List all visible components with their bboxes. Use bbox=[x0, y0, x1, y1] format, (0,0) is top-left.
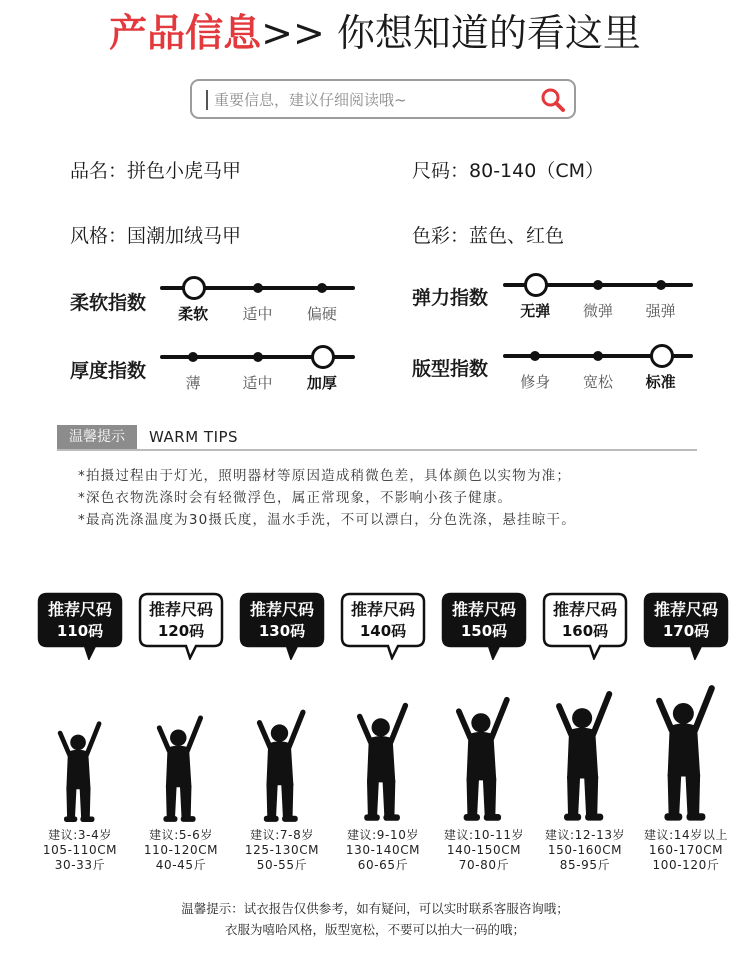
info-style bbox=[70, 223, 241, 249]
bubble-size-code: 150码 bbox=[460, 622, 508, 640]
scale-option-label: 宽松 bbox=[582, 373, 613, 391]
bubble-size-code: 120码 bbox=[157, 622, 205, 640]
fit-label: 版型指数 bbox=[412, 358, 489, 380]
note-line-2: 衣服为嘻哈风格，版型宽松，不要可以拍大一码的哦； bbox=[224, 922, 525, 937]
scale-marker-selected bbox=[650, 344, 674, 368]
elasticity-scale bbox=[503, 272, 693, 320]
child-silhouette-icon bbox=[57, 719, 104, 824]
size-height: 110-120CM bbox=[143, 843, 219, 857]
scale-option-label: 强弹 bbox=[645, 302, 676, 320]
child-silhouette-icon bbox=[455, 694, 513, 824]
bubble-title: 推荐尺码 bbox=[350, 600, 415, 619]
title-accent: 产品信息 bbox=[109, 11, 262, 55]
search-bar[interactable] bbox=[190, 79, 576, 119]
tip-line: *最高洗涤温度为30摄氏度，温水手洗，不可以漂白，分色洗涤，悬挂晾干。 bbox=[78, 512, 576, 528]
size-weight: 70-80斤 bbox=[458, 858, 510, 872]
scale-marker-selected bbox=[182, 276, 206, 300]
search-input[interactable] bbox=[214, 86, 524, 114]
scale-option-label: 修身 bbox=[520, 373, 551, 391]
bubble-title: 推荐尺码 bbox=[451, 600, 516, 619]
size-info bbox=[535, 828, 635, 873]
size-weight: 40-45斤 bbox=[155, 858, 207, 872]
scale-option-label: 微弹 bbox=[582, 302, 613, 320]
size-bubble bbox=[138, 592, 224, 660]
size-weight: 60-65斤 bbox=[357, 858, 409, 872]
search-icon[interactable] bbox=[540, 87, 566, 113]
size-bubble bbox=[643, 592, 729, 660]
softness-scale bbox=[160, 275, 355, 323]
search-caret bbox=[206, 90, 208, 110]
scale-option-label: 柔软 bbox=[178, 305, 209, 323]
scale-marker bbox=[317, 283, 327, 293]
size-weight: 30-33斤 bbox=[54, 858, 106, 872]
scale-option-label: 适中 bbox=[242, 374, 273, 392]
info-name-value: 拼色小虎马甲 bbox=[127, 160, 242, 182]
info-color-label: 色彩： bbox=[412, 225, 470, 247]
info-style-label: 风格： bbox=[70, 225, 128, 247]
info-style-value: 国潮加绒马甲 bbox=[127, 225, 242, 247]
child-silhouette-icon bbox=[555, 688, 615, 824]
softness-label: 柔软指数 bbox=[70, 292, 147, 314]
size-bubble bbox=[37, 592, 123, 660]
info-color-value: 蓝色、红色 bbox=[469, 225, 565, 247]
size-info bbox=[434, 828, 534, 873]
info-size-label: 尺码： bbox=[412, 160, 470, 182]
size-height: 140-150CM bbox=[446, 843, 522, 857]
size-height: 130-140CM bbox=[345, 843, 421, 857]
scale-option-label: 薄 bbox=[185, 374, 201, 392]
scale-marker bbox=[530, 351, 540, 361]
scale-marker bbox=[593, 351, 603, 361]
bubble-size-code: 170码 bbox=[662, 622, 710, 640]
size-height: 105-110CM bbox=[42, 843, 118, 857]
size-height: 160-170CM bbox=[648, 843, 724, 857]
size-info bbox=[636, 828, 736, 873]
bubble-title: 推荐尺码 bbox=[653, 600, 718, 619]
scale-marker bbox=[188, 352, 198, 362]
info-name bbox=[70, 158, 241, 184]
bubble-size-code: 160码 bbox=[561, 622, 609, 640]
child-silhouette-icon bbox=[655, 682, 718, 824]
info-color bbox=[412, 223, 564, 249]
size-height: 150-160CM bbox=[547, 843, 623, 857]
size-age: 建议:10-11岁 bbox=[443, 828, 525, 842]
info-size-value: 80-140（CM） bbox=[469, 160, 604, 182]
bubble-title: 推荐尺码 bbox=[47, 600, 112, 619]
tip-line: *深色衣物洗涤时会有轻微浮色，属正常现象，不影响小孩子健康。 bbox=[78, 490, 513, 506]
size-age: 建议:12-13岁 bbox=[544, 828, 626, 842]
size-info bbox=[30, 828, 130, 873]
size-bubble bbox=[239, 592, 325, 660]
title-rest: >> 你想知道的看这里 bbox=[261, 11, 641, 55]
size-bubble bbox=[340, 592, 426, 660]
size-age: 建议:5-6岁 bbox=[149, 828, 213, 842]
scale-marker bbox=[253, 283, 263, 293]
size-info bbox=[232, 828, 332, 873]
bubble-title: 推荐尺码 bbox=[552, 600, 617, 619]
bubble-size-code: 140码 bbox=[359, 622, 407, 640]
info-size bbox=[412, 158, 604, 184]
child-silhouette-icon bbox=[356, 700, 411, 824]
bubble-title: 推荐尺码 bbox=[148, 600, 213, 619]
scale-marker bbox=[253, 352, 263, 362]
size-info bbox=[131, 828, 231, 873]
tip-line: *拍摄过程由于灯光，照明器材等原因造成稍微色差，具体颜色以实物为准； bbox=[78, 468, 572, 484]
size-bubble bbox=[542, 592, 628, 660]
size-age: 建议:9-10岁 bbox=[346, 828, 420, 842]
scale-option-label: 加厚 bbox=[306, 374, 337, 392]
thickness-scale bbox=[160, 344, 355, 392]
tips-tag: 温馨提示 bbox=[57, 425, 137, 449]
info-name-label: 品名： bbox=[70, 160, 128, 182]
scale-marker bbox=[656, 280, 666, 290]
fit-scale bbox=[503, 343, 693, 391]
bubble-size-code: 130码 bbox=[258, 622, 306, 640]
page-title bbox=[0, 8, 750, 58]
bubble-title: 推荐尺码 bbox=[249, 600, 314, 619]
scale-option-label: 偏硬 bbox=[306, 305, 337, 323]
tips-header bbox=[57, 425, 697, 451]
scale-marker-selected bbox=[524, 273, 548, 297]
note-line-1: 温馨提示：试衣报告仅供参考，如有疑问，可以实时联系客服咨询哦； bbox=[181, 901, 569, 916]
size-age: 建议:7-8岁 bbox=[250, 828, 314, 842]
scale-option-label: 无弹 bbox=[520, 302, 551, 320]
scale-option-label: 标准 bbox=[645, 373, 676, 391]
thickness-label: 厚度指数 bbox=[70, 360, 147, 382]
size-age: 建议:3-4岁 bbox=[48, 828, 112, 842]
size-bubble bbox=[441, 592, 527, 660]
size-weight: 85-95斤 bbox=[559, 858, 611, 872]
elasticity-label: 弹力指数 bbox=[412, 287, 489, 309]
tips-title-en: WARM TIPS bbox=[149, 428, 239, 446]
size-weight: 50-55斤 bbox=[256, 858, 308, 872]
size-info bbox=[333, 828, 433, 873]
bottom-note bbox=[0, 898, 750, 940]
size-weight: 100-120斤 bbox=[652, 858, 720, 872]
size-height: 125-130CM bbox=[244, 843, 320, 857]
scale-option-label: 适中 bbox=[242, 305, 273, 323]
child-silhouette-icon bbox=[156, 713, 206, 824]
child-silhouette-icon bbox=[256, 707, 308, 824]
size-age: 建议:14岁以上 bbox=[643, 828, 729, 842]
scale-marker-selected bbox=[311, 345, 335, 369]
scale-marker bbox=[593, 280, 603, 290]
bubble-size-code: 110码 bbox=[56, 622, 104, 640]
